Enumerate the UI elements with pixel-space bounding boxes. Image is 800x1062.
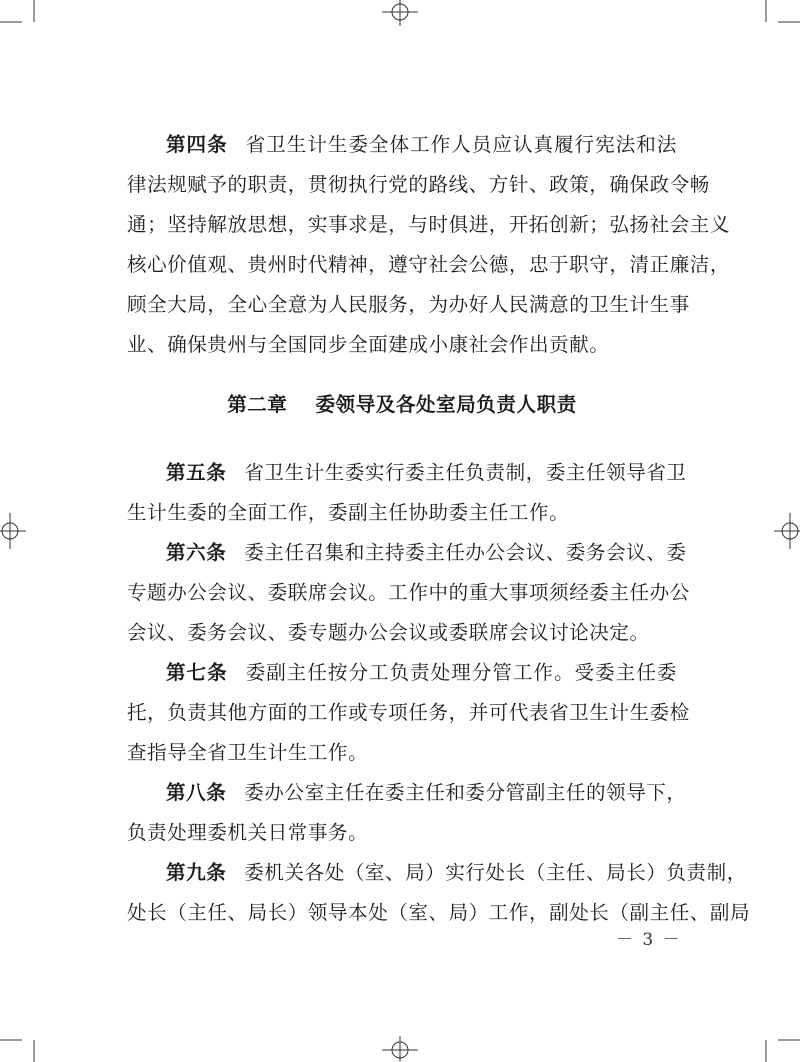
article-6: 第六条 委主任召集和主持委主任办公会议、委务会议、委 专题办公会议、委联席会议。工作中的重大事项须经委主任办公 会议、委务会议、委专题办公会议或委联席会议讨论决定。 bbox=[127, 541, 690, 644]
article-label: 第九条 bbox=[166, 861, 227, 884]
article-label: 第八条 bbox=[166, 781, 227, 804]
registration-mark-bottom bbox=[382, 1036, 418, 1062]
article-4: 第四条 省卫生计生委全体工作人员应认真履行宪法和法 律法规赋予的职责，贯彻执行党的路线、方针、政策，确保政令畅 通；坚持解放思想，实事求是，与时俱进，开拓创新；弘扬社会主义 核心价值观、贵州时代精神，遵守社会公德，忠于职守，清正廉洁， 顾全大局，全心全意为人民服务，为办好人民满意的卫生计生事 业、确保贵州与全国同步全面建成小康社会作出贡献。 bbox=[127, 133, 731, 356]
article-label: 第五条 bbox=[166, 461, 227, 484]
article-9: 第九条 委机关各处（室、局）实行处长（主任、局长）负责制， 处长（主任、局长）领导本处（室、局）工作，副处长（副主任、副局 bbox=[127, 861, 751, 924]
article-5: 第五条 省卫生计生委实行委主任负责制，委主任领导省卫 生计生委的全面工作，委副主任协助委主任工作。 bbox=[127, 461, 687, 524]
registration-mark-left bbox=[0, 513, 26, 549]
registration-mark-top bbox=[382, 0, 418, 26]
chapter-heading: 第二章 委领导及各处室局负责人职责 bbox=[227, 393, 577, 416]
page-number: － 3 － bbox=[616, 930, 682, 950]
registration-mark-right bbox=[774, 513, 800, 549]
article-7: 第七条 委副主任按分工负责处理分管工作。受委主任委 托，负责其他方面的工作或专项任务，并可代表省卫生计生委检 查指导全省卫生计生工作。 bbox=[127, 661, 690, 764]
article-label: 第七条 bbox=[166, 661, 228, 684]
body-text bbox=[127, 125, 751, 933]
article-label: 第六条 bbox=[166, 541, 227, 564]
article-label: 第四条 bbox=[166, 133, 228, 156]
article-8: 第八条 委办公室主任在委主任和委分管副主任的领导下， 负责处理委机关日常事务。 bbox=[127, 781, 687, 844]
